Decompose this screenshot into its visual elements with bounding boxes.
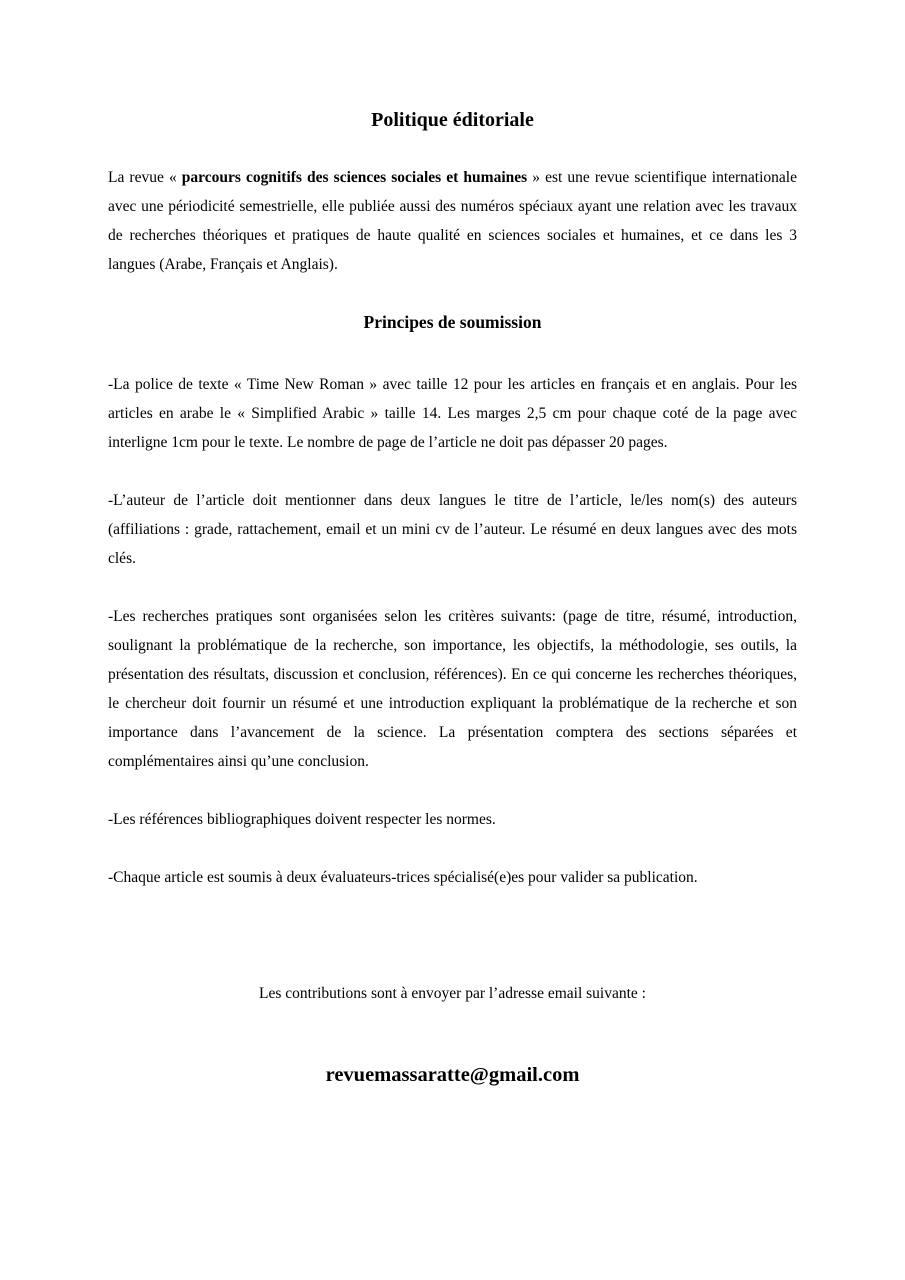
journal-name: parcours cognitifs des sciences sociales et humaines	[181, 169, 528, 186]
principle-paragraph-structure: -Les recherches pratiques sont organisées selon les critères suivants: (page de titre, résumé, introduction, soulignant la problématique de la recherche, son importance, les objectifs, la méthodologie, ses outils, la présentation des résultats, discussion et conclusion, références). En ce qui concerne les recherches théoriques, le chercheur doit fournir un résumé et une introduction expliquant la problématique de la recherche et son importance dans l’avancement de la science. La présentation comptera des sections séparées et complémentaires ainsi qu’une conclusion.	[108, 608, 797, 770]
section-title-principles: Principes de soumission	[363, 312, 542, 332]
principle-paragraph-references: -Les références bibliographiques doivent respecter les normes.	[108, 811, 496, 828]
principle-paragraph-review: -Chaque article est soumis à deux évaluateurs-trices spécialisé(e)es pour valider sa publication.	[108, 869, 698, 886]
principle-paragraph-author: -L’auteur de l’article doit mentionner dans deux langues le titre de l’article, le/les nom(s) des auteurs (affiliations : grade, rattachement, email et un mini cv de l’auteur. Le résumé en deux langues avec des mots clés.	[108, 492, 797, 567]
intro-suffix: » est une revue scientifique internationale avec une périodicité semestrielle, elle publiée aussi des numéros spéciaux ayant une relation avec les travaux de recherches théoriques et pratiques de haute qualité en sciences sociales et humaines, et ce dans les 3 langues (Arabe, Français et Anglais).	[108, 169, 797, 273]
contact-email: revuemassaratte@gmail.com	[325, 1064, 580, 1086]
principle-paragraph-font: -La police de texte « Time New Roman » avec taille 12 pour les articles en français et en anglais. Pour les articles en arabe le « Simplified Arabic » taille 14. Les marges 2,5 cm pour chaque coté de la page avec interligne 1cm pour le texte. Le nombre de page de l’article ne doit pas dépasser 20 pages.	[108, 376, 797, 451]
contact-instruction: Les contributions sont à envoyer par l’adresse email suivante :	[259, 985, 646, 1002]
intro-paragraph	[108, 163, 797, 279]
page-title: Politique éditoriale	[371, 109, 534, 131]
document-body	[108, 106, 797, 1090]
intro-prefix: La revue «	[108, 169, 182, 186]
